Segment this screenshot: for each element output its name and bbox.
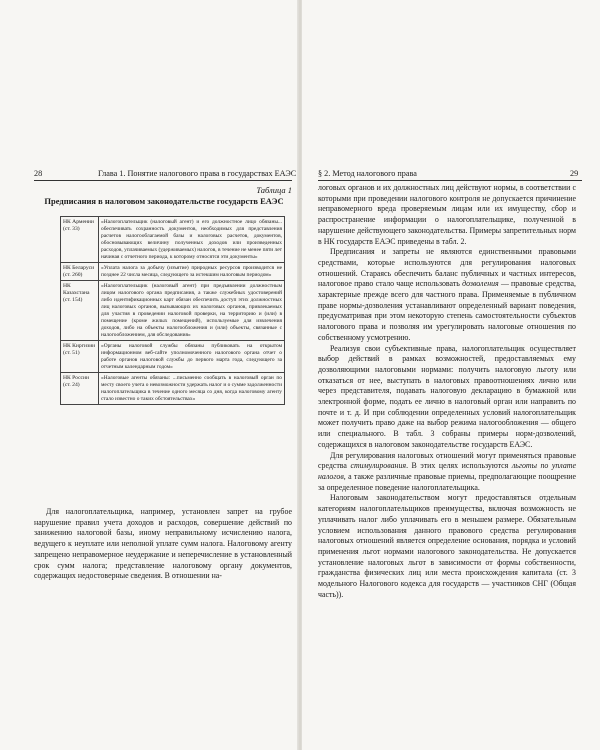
italic-term: льготы по уплате налогов bbox=[318, 461, 576, 481]
table-row bbox=[61, 263, 285, 281]
table-caption: Таблица 1 bbox=[256, 185, 292, 195]
table-row bbox=[61, 217, 285, 263]
italic-term: стимулирования bbox=[350, 461, 407, 471]
page-number-right: 29 bbox=[570, 169, 579, 178]
right-body-text bbox=[318, 183, 576, 600]
table-cell-code: НК Беларуси (ст. 260) bbox=[61, 263, 99, 281]
table-cell-code: НК России (ст. 24) bbox=[61, 373, 99, 405]
paragraph bbox=[318, 247, 576, 343]
table-row bbox=[61, 341, 285, 373]
paragraph: Налоговым законодательством могут предоставляться отдельным категориям налогоплательщиков преимущества, включая возможность не уплачивать налог либо уплачивать его в меньшем размере. Обязательным условием использования данного правового средства регулирования налоговых отношений является определение основания, порядка и условий применения льгот нормами налогового законодательства. Не допускается установление налоговых льгот в зависимости от формы собственности, гражданства физических лиц или места происхождения капитала (ст. 3 модельного Налогового кодекса для государств — участников СНГ (Общая часть)). bbox=[318, 493, 576, 599]
running-head-left: Глава 1. Понятие налогового права в государствах ЕАЭС bbox=[98, 169, 297, 178]
table-cell-norm: «Налоговые агенты обязаны: ...письменно сообщать в налоговый орган по месту своего учета о невозможности удержать налог и о сумме задолженности налогоплательщика в течение одного месяца со дня, когда налоговому агенту стало известно о таких обстоятельствах» bbox=[99, 373, 285, 405]
paragraph-text: , а также различные правовые приемы, предполагающие поощрение за определенное поведение налогоплательщика. bbox=[318, 471, 576, 492]
table-cell-norm: «Уплата налога за добычу (изъятие) природных ресурсов производится не позднее 22 числа месяца, следующего за истекшим налоговым периодом» bbox=[99, 263, 285, 281]
table-cell-norm: «Налогоплательщик (налоговый агент) и его должностное лицо обязаны... обеспечивать сохранность документов, необходимых для представления расчетов налогооблагаемой базы и налоговых расчетов, документов, обосновывающих величину полученных доходов или произведенных расходов, уплачиваемых (удерживаемых) налогов, в течение не менее пяти лет начиная с отчетного периода, к которому относятся эти документы» bbox=[99, 217, 285, 263]
left-body-text bbox=[34, 507, 292, 582]
table-cell-norm: «Налогоплательщик (налоговый агент) при предъявлении должностным лицом налогового органа предписания, а также служебных удостоверений либо идентификационных карт обязан обеспечить доступ этих должностных лиц налоговых органов, вызывающих их налоговых органов, привлекаемых для участия в проведении налоговой проверки, на территорию и (или) в помещение (кроме жилых помещений), используемые для извлечения доходов, либо на объекты налогообложения и (или) объекты, связанные с налогообложением, для обследования» bbox=[99, 281, 285, 341]
paragraph: Реализуя свои субъективные права, налогоплательщик осуществляет выбор действий в рамках возможностей, предоставляемых ему дозволяющими налоговыми нормами: получить налоговую льготу или отказаться от нее, выступать в налоговых правоотношениях лично или через представителя, подавать налоговую декларацию в бумажной или электронной форме, подать ее лично в налоговый орган или направить по почте и т. д. И при соблюдении определенных условий налогоплательщик может получить право даже на выбор режима налогообложения — общего или специального. В табл. 3 собраны примеры норм-дозволений, содержащихся в налоговом законодательстве государств ЕАЭС. bbox=[318, 343, 576, 449]
table-row bbox=[61, 373, 285, 405]
law-table bbox=[60, 216, 285, 405]
paragraph-text: Для регулирования налоговых отношений могут применяться правовые средства bbox=[318, 450, 576, 471]
paragraph: логовых органов и их должностных лиц действуют нормы, в соответствии с которыми при проведении налогового контроля не допускается причинение неправомерного вреда проверяемым лицам или их имуществу, сбор и распространение информации о налогоплательщике, полученной в нарушение действующего законодательства. Примеры запретительных норм в НК государств ЕАЭС приведены в табл. 2. bbox=[318, 183, 576, 246]
page-number-left: 28 bbox=[34, 169, 43, 178]
table-title: Предписания в налоговом законодательстве государств ЕАЭС bbox=[44, 196, 284, 206]
table-cell-code: НК Армении (ст. 33) bbox=[61, 217, 99, 263]
paragraph: Для налогоплательщика, например, установлен запрет на грубое нарушение правил учета доходов и расходов, совершение действий по занижению налоговой базы, иному неправильному исчислению налога, ведущего к неуплате или неполной уплате сумм налога. Налоговому агенту запрещено неправомерное неудержание и неперечисление в установленный срок сумм налога; представление налоговому органу документов, содержащих недостоверные сведения. В отношении на- bbox=[34, 507, 292, 581]
paragraph bbox=[318, 451, 576, 494]
table-row bbox=[61, 281, 285, 341]
paragraph-text: Предписания и запреты не являются единственными правовыми средствами, которые используются для регулирования налоговых отношений. Стараясь обеспечить баланс публичных и частных интересов, налоговое право стало чаще использовать bbox=[318, 247, 576, 289]
table-cell-norm: «Органы налоговой службы обязаны публиковать на открытом информационном веб-сайте уполномоченного налогового органа отчет о работе органов налоговой службы до первого марта года, следующего за отчетным календарным годом» bbox=[99, 341, 285, 373]
paragraph-text: . В этих целях используются bbox=[406, 461, 512, 471]
table-cell-code: НК Киргизии (ст. 51) bbox=[61, 341, 99, 373]
italic-term: дозволения bbox=[462, 279, 499, 289]
paragraph-text: — правовые средства, характерные прежде всего для частного права. Применяемые в публичном праве нормы-дозволения устанавливают определенный вариант поведения, предусматривая при этом некоторую степень самостоятельности субъектов налогового права и позволяя им урегулировать налоговые отношения по собственному усмотрению. bbox=[318, 279, 576, 342]
header-rule-left bbox=[34, 180, 292, 181]
header-rule-right bbox=[318, 180, 582, 181]
left-page bbox=[0, 0, 298, 750]
table-cell-code: НК Казахстана (ст. 154) bbox=[61, 281, 99, 341]
running-head-right: § 2. Метод налогового права bbox=[318, 169, 417, 178]
